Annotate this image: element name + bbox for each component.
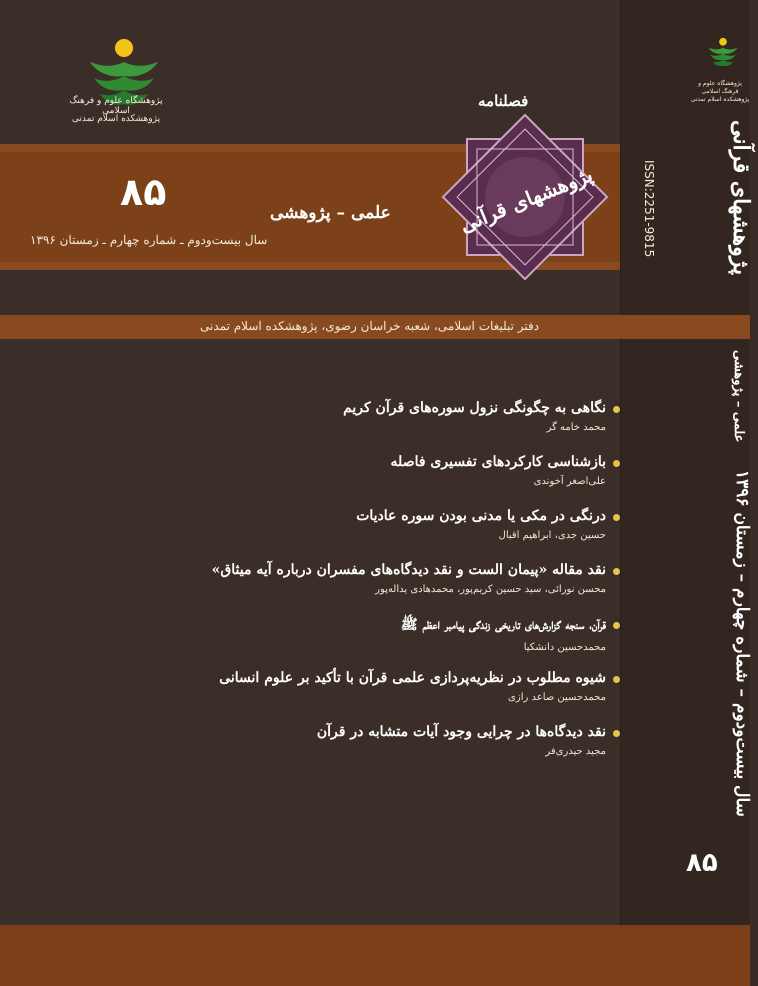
issue-date: سال بیست‌ودوم ـ شماره چهارم ـ زمستان ۱۳۹۶ <box>30 233 268 247</box>
publisher-line: دفتر تبلیغات اسلامی، شعبه خراسان رضوی، پژوهشکده اسلام تمدنی <box>200 319 540 333</box>
toc-item <box>210 562 620 616</box>
article-author: حسین جدی، ابراهیم اقبال <box>498 530 606 541</box>
table-of-contents <box>210 400 620 778</box>
journal-subtitle: علمی – پژوهشی <box>270 203 391 223</box>
article-title: نقد مقاله «پیمان الست و نقد دیدگاه‌های مفسران درباره آیه میثاق» <box>211 562 606 578</box>
article-author: محمدحسین دانشکیا <box>523 642 606 653</box>
series-label: فصلنامه <box>478 92 529 110</box>
article-title: قرآن، سنجه گزارش‌های تاریخی زندگی پیامبر اعظم ﷺ <box>400 617 606 633</box>
logo-line-1: پژوهشگاه علوم و فرهنگ اسلامی <box>69 96 163 116</box>
emblem-title: پژوهشهای قرآنی <box>456 162 596 238</box>
article-title: نگاهی به چگونگی نزول سوره‌های قرآن کریم <box>343 400 606 416</box>
spine-logo-icon <box>705 36 741 80</box>
toc-item <box>210 616 620 670</box>
bottom-band <box>0 925 750 986</box>
article-author: محمدحسین صاعد رازی <box>508 692 606 703</box>
logo-line-2: پژوهشکده اسلام تمدنی <box>71 114 161 124</box>
journal-cover: پژوهشگاه علوم و فرهنگ اسلامی پژوهشکده اسلام تمدنی پژوهشگاه علوم و فرهنگ اسلامی پژوهشکده اسلام تمدنی فصلنامه پژوهشهای قرآنی ۸۵ علمی – پژوهشی سال بیست‌ودوم ـ شماره چهارم ـ زمستان ۱۳۹۶ ISSN:2251-9815 دفتر تبلیغات اسلامی، شعبه خراسان رضوی، پژوهشکده اسلام تمدنی پژوهشهای قرآنی علمی – پژوهشی سال بیست‌ودوم – شماره چهارم – زمستان ۱۳۹۶ ۸۵ نگاهی به چگونگی نزول سوره‌های قرآن کریم محمد خامه گر بازشناسی کارکردهای تفسیری فاصله علی‌اصغر آخوندی درنگی در مکی یا مدنی بودن سوره عادیات حسین جدی، ابراهیم اقبال نقد مقاله «پیمان الست و نقد دیدگاه‌های مفسران درباره آیه میثاق» محسن نورائی، سید حسین کریم‌پور، محمدهادی یداله‌پور قرآن، سنجه گزارش‌های تاریخی زندگی پیامبر اعظم ﷺ محمدحسین دانشکیا شیوه مطلوب در نظریه‌پردازی علمی قرآن با تأکید بر علوم انسانی محمدحسین صاعد رازی نقد دیدگاه‌ها در چرایی وجود آیات متشابه در قرآن مجید حیدری‌فر <box>0 0 750 986</box>
toc-item <box>210 400 620 454</box>
article-title: درنگی در مکی یا مدنی بودن سوره عادیات <box>356 508 606 524</box>
toc-item <box>210 724 620 778</box>
issue-number: ۸۵ <box>120 170 167 214</box>
spine-divider <box>620 0 621 986</box>
issn: ISSN:2251-9815 <box>642 160 656 258</box>
article-title: شیوه مطلوب در نظریه‌پردازی علمی قرآن با تأکید بر علوم انسانی <box>219 670 606 686</box>
article-author: محمد خامه گر <box>546 422 606 433</box>
toc-item <box>210 508 620 562</box>
article-author: محسن نورائی، سید حسین کریم‌پور، محمدهادی یداله‌پور <box>375 584 606 595</box>
spine-logo-text: پژوهشگاه علوم و فرهنگ اسلامی پژوهشکده اسلام تمدنی <box>690 80 750 103</box>
spine-issue-number: ۸۵ <box>686 848 718 878</box>
journal-emblem-icon <box>440 112 610 282</box>
article-title: بازشناسی کارکردهای تفسیری فاصله <box>390 454 606 470</box>
article-title: نقد دیدگاه‌ها در چرایی وجود آیات متشابه در قرآن <box>316 724 606 740</box>
article-author: مجید حیدری‌فر <box>545 746 606 757</box>
toc-item <box>210 670 620 724</box>
article-author: علی‌اصغر آخوندی <box>533 476 606 487</box>
toc-item <box>210 454 620 508</box>
